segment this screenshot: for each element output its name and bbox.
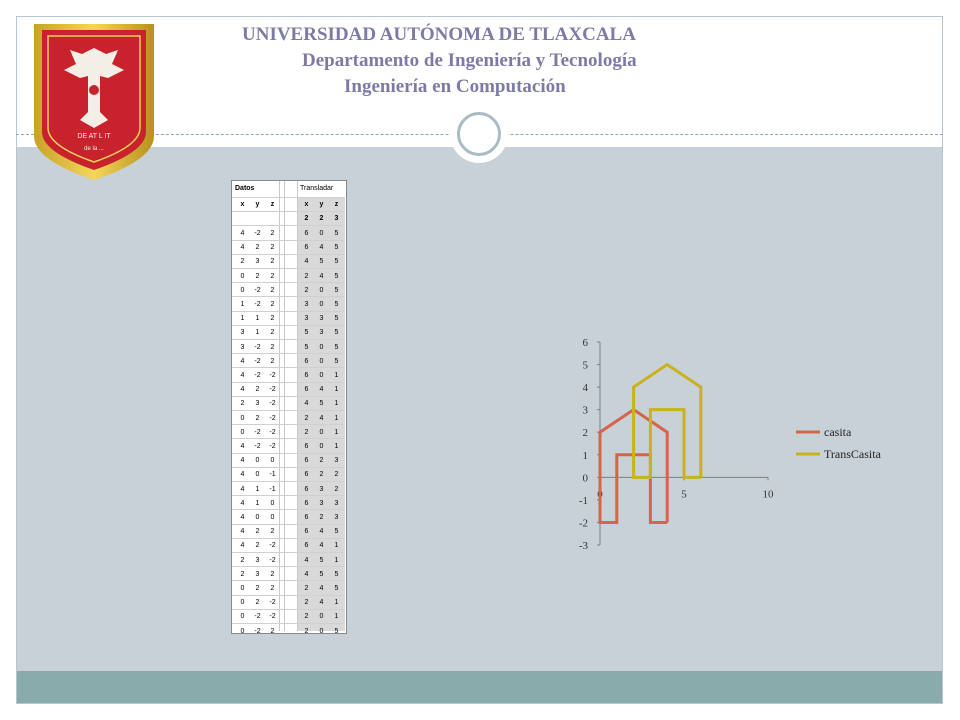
sheet-cell: 2 bbox=[255, 542, 260, 550]
sheet-cell: 4 bbox=[240, 244, 245, 252]
sheet-cell: 2 bbox=[240, 556, 245, 564]
sheet-cell: 2 bbox=[270, 230, 275, 237]
sheet-cell: 4 bbox=[319, 414, 324, 422]
svg-text:de la ...: de la ... bbox=[84, 146, 104, 152]
sheet-cell: 0 bbox=[240, 627, 245, 635]
sheet-cell: 4 bbox=[304, 258, 309, 266]
sheet-cell: 6 bbox=[304, 443, 309, 450]
sheet-cell: 1 bbox=[240, 301, 245, 308]
sheet-cell: 4 bbox=[319, 599, 324, 607]
sheet-cell: 1 bbox=[334, 613, 339, 621]
sheet-cell: -2 bbox=[269, 414, 276, 422]
legend-label: TransCasita bbox=[824, 447, 881, 461]
sheet-cell: 2 bbox=[240, 258, 245, 266]
sheet-cell: 2 bbox=[270, 627, 275, 635]
sheet-cell: 4 bbox=[240, 386, 245, 394]
sheet-cell: 6 bbox=[304, 471, 309, 479]
sheet-cell: 6 bbox=[304, 372, 309, 379]
sheet-cell: -2 bbox=[269, 556, 276, 564]
sheet-cell: 5 bbox=[334, 585, 339, 592]
sheet-cell: 2 bbox=[255, 585, 260, 592]
sheet-cell: 0 bbox=[255, 471, 260, 479]
sheet-header-cell: y bbox=[255, 201, 260, 208]
sheet-cell: 3 bbox=[334, 499, 339, 507]
sheet-cell: 2 bbox=[270, 528, 275, 536]
y-tick-label: -2 bbox=[578, 517, 588, 530]
sheet-cell: 5 bbox=[304, 329, 309, 337]
department-title: Departamento de Ingeniería y Tecnología bbox=[302, 50, 637, 71]
sheet-cell: 0 bbox=[319, 357, 324, 365]
sheet-cell: 6 bbox=[304, 499, 309, 507]
sheet-cell: 4 bbox=[319, 244, 324, 252]
sheet-cell: 0 bbox=[270, 499, 275, 507]
program-title: Ingeniería en Computación bbox=[344, 76, 566, 97]
sheet-cell: 2 bbox=[270, 258, 275, 266]
y-tick-label: 1 bbox=[582, 449, 588, 462]
sheet-cell: 2 bbox=[304, 428, 309, 436]
y-tick-label: -3 bbox=[578, 540, 588, 552]
sheet-cell: 2 bbox=[270, 585, 275, 592]
sheet-cell: 4 bbox=[240, 457, 245, 465]
sheet-cell: 4 bbox=[240, 528, 245, 536]
sheet-cell: 5 bbox=[334, 230, 339, 237]
sheet-cell: 0 bbox=[270, 514, 275, 521]
sheet-cell: 3 bbox=[255, 258, 260, 266]
sheet-cell: 1 bbox=[334, 542, 339, 550]
line-chart bbox=[560, 330, 920, 560]
university-title: UNIVERSIDAD AUTÓNOMA DE TLAXCALA bbox=[242, 24, 636, 45]
sheet-cell: 2 bbox=[270, 301, 275, 308]
sheet-cell: 2 bbox=[270, 357, 275, 365]
sheet-cell: 1 bbox=[255, 315, 260, 323]
sheet-cell: 2 bbox=[270, 272, 275, 280]
sheet-cell: 2 bbox=[334, 471, 339, 479]
sheet-cell: -2 bbox=[254, 343, 261, 351]
sheet-cell: -2 bbox=[254, 230, 261, 237]
footer-band bbox=[17, 671, 942, 703]
sheet-cell: 0 bbox=[319, 372, 324, 379]
sheet-cell: 2 bbox=[240, 400, 245, 408]
sheet-cell: 0 bbox=[255, 457, 260, 465]
sheet-cell: 0 bbox=[319, 301, 324, 308]
sheet-cell: -2 bbox=[254, 613, 261, 621]
sheet-cell: 5 bbox=[334, 315, 339, 323]
sheet-cell: -2 bbox=[254, 301, 261, 308]
sheet-cell: 3 bbox=[304, 315, 309, 323]
sheet-cell: 0 bbox=[240, 286, 245, 294]
sheet-cell: 3 bbox=[255, 556, 260, 564]
sheet-cell: 2 bbox=[255, 386, 260, 394]
sheet-cell: 5 bbox=[304, 343, 309, 351]
sheet-title-transladar: Transladar bbox=[300, 185, 334, 192]
decorative-ring-icon bbox=[450, 105, 508, 163]
sheet-cell: 2 bbox=[304, 599, 309, 607]
translation-cell: 3 bbox=[334, 215, 339, 222]
y-tick-label: -1 bbox=[578, 494, 588, 507]
sheet-cell: 2 bbox=[304, 613, 309, 621]
sheet-cell: 3 bbox=[255, 400, 260, 408]
sheet-cell: 1 bbox=[334, 556, 339, 564]
sheet-cell: 2 bbox=[270, 570, 275, 578]
sheet-cell: -2 bbox=[254, 627, 261, 635]
y-tick-label: 2 bbox=[582, 427, 588, 440]
sheet-cell: 2 bbox=[255, 528, 260, 536]
sheet-cell: 4 bbox=[304, 570, 309, 578]
sheet-cell: 3 bbox=[319, 485, 324, 493]
sheet-cell: -2 bbox=[254, 286, 261, 294]
sheet-cell: 5 bbox=[319, 258, 324, 266]
sheet-cell: 0 bbox=[319, 230, 324, 237]
sheet-cell: 3 bbox=[255, 570, 260, 578]
sheet-cell: 0 bbox=[240, 414, 245, 422]
sheet-cell: 5 bbox=[334, 343, 339, 351]
sheet-cell: 5 bbox=[334, 272, 339, 280]
university-logo bbox=[30, 20, 158, 182]
sheet-cell: 4 bbox=[240, 372, 245, 379]
sheet-cell: 6 bbox=[304, 357, 309, 365]
sheet-title-datos: Datos bbox=[235, 185, 255, 192]
sheet-cell: 5 bbox=[319, 570, 324, 578]
translation-cell: 2 bbox=[319, 215, 324, 222]
sheet-cell: 4 bbox=[240, 443, 245, 450]
svg-text:DE AT L IT: DE AT L IT bbox=[77, 133, 111, 140]
y-tick-label: 6 bbox=[582, 337, 588, 349]
sheet-cell: 1 bbox=[334, 414, 339, 422]
y-tick-label: 4 bbox=[582, 382, 588, 395]
sheet-cell: 2 bbox=[240, 570, 245, 578]
sheet-cell: 5 bbox=[334, 286, 339, 294]
sheet-cell: 3 bbox=[240, 343, 245, 351]
data-spreadsheet bbox=[231, 180, 347, 634]
sheet-cell: 1 bbox=[334, 400, 339, 408]
sheet-cell: -2 bbox=[269, 400, 276, 408]
sheet-cell: 1 bbox=[255, 329, 260, 337]
sheet-cell: -2 bbox=[254, 428, 261, 436]
sheet-cell: 1 bbox=[255, 485, 260, 493]
sheet-header-cell: x bbox=[240, 201, 245, 208]
sheet-cell: -1 bbox=[269, 485, 276, 493]
sheet-cell: 2 bbox=[334, 485, 339, 493]
sheet-cell: 3 bbox=[304, 301, 309, 308]
sheet-cell: 4 bbox=[319, 542, 324, 550]
sheet-cell: -2 bbox=[269, 443, 276, 450]
x-tick-label: 10 bbox=[762, 488, 774, 501]
x-tick-label: 5 bbox=[681, 488, 687, 501]
sheet-cell: -2 bbox=[254, 357, 261, 365]
sheet-gridline bbox=[297, 181, 298, 631]
sheet-cell: 6 bbox=[304, 514, 309, 521]
sheet-cell: 0 bbox=[240, 428, 245, 436]
sheet-cell: 1 bbox=[255, 499, 260, 507]
y-tick-label: 3 bbox=[582, 404, 588, 417]
sheet-cell: -2 bbox=[269, 613, 276, 621]
sheet-cell: -2 bbox=[269, 542, 276, 550]
sheet-cell: -2 bbox=[269, 428, 276, 436]
sheet-cell: 4 bbox=[240, 471, 245, 479]
sheet-cell: 6 bbox=[304, 542, 309, 550]
sheet-cell: 0 bbox=[319, 613, 324, 621]
legend-label: casita bbox=[824, 425, 852, 439]
sheet-cell: 0 bbox=[319, 428, 324, 436]
sheet-cell: 3 bbox=[319, 315, 324, 323]
sheet-cell: 4 bbox=[304, 556, 309, 564]
sheet-cell: 2 bbox=[270, 244, 275, 252]
sheet-cell: 0 bbox=[240, 585, 245, 592]
sheet-cell: 5 bbox=[334, 528, 339, 536]
sheet-cell: 3 bbox=[334, 457, 339, 465]
sheet-cell: 5 bbox=[334, 301, 339, 308]
sheet-cell: -2 bbox=[269, 372, 276, 379]
sheet-cell: 2 bbox=[270, 286, 275, 294]
sheet-cell: -2 bbox=[269, 386, 276, 394]
sheet-cell: 3 bbox=[334, 514, 339, 521]
sheet-cell: 2 bbox=[255, 414, 260, 422]
sheet-gridline bbox=[284, 181, 285, 631]
sheet-cell: 5 bbox=[334, 258, 339, 266]
sheet-cell: 4 bbox=[240, 542, 245, 550]
sheet-cell: 1 bbox=[334, 599, 339, 607]
sheet-cell: 4 bbox=[240, 499, 245, 507]
sheet-cell: 0 bbox=[319, 343, 324, 351]
sheet-cell: 0 bbox=[270, 457, 275, 465]
sheet-cell: 0 bbox=[255, 514, 260, 521]
sheet-cell: 0 bbox=[240, 599, 245, 607]
sheet-cell: 3 bbox=[319, 329, 324, 337]
sheet-cell: 2 bbox=[319, 514, 324, 521]
y-tick-label: 5 bbox=[582, 359, 588, 372]
sheet-cell: 2 bbox=[270, 329, 275, 337]
sheet-cell: 2 bbox=[255, 599, 260, 607]
sheet-cell: 3 bbox=[240, 329, 245, 337]
sheet-cell: 5 bbox=[334, 570, 339, 578]
translation-cell: 2 bbox=[304, 215, 309, 222]
sheet-cell: 2 bbox=[319, 457, 324, 465]
sheet-cell: 4 bbox=[304, 400, 309, 408]
sheet-cell: 2 bbox=[304, 286, 309, 294]
sheet-cell: 2 bbox=[255, 272, 260, 280]
sheet-header-cell: z bbox=[334, 201, 339, 208]
sheet-cell: 2 bbox=[270, 315, 275, 323]
sheet-cell: -2 bbox=[254, 443, 261, 450]
sheet-cell: 4 bbox=[240, 485, 245, 493]
sheet-cell: 5 bbox=[319, 556, 324, 564]
sheet-cell: 6 bbox=[304, 386, 309, 394]
sheet-header-cell: x bbox=[304, 201, 309, 208]
sheet-cell: 4 bbox=[319, 585, 324, 592]
sheet-cell: 3 bbox=[319, 499, 324, 507]
sheet-cell: 4 bbox=[240, 514, 245, 521]
sheet-cell: 0 bbox=[319, 627, 324, 635]
sheet-cell: 2 bbox=[304, 627, 309, 635]
sheet-cell: -2 bbox=[254, 372, 261, 379]
sheet-cell: 2 bbox=[304, 414, 309, 422]
sheet-cell: 0 bbox=[240, 272, 245, 280]
sheet-cell: 5 bbox=[334, 627, 339, 635]
sheet-header-cell: y bbox=[319, 201, 324, 208]
sheet-cell: 2 bbox=[255, 244, 260, 252]
sheet-cell: 0 bbox=[319, 286, 324, 294]
sheet-cell: 4 bbox=[240, 230, 245, 237]
sheet-cell: 5 bbox=[334, 244, 339, 252]
sheet-cell: 6 bbox=[304, 457, 309, 465]
x-tick-label: 0 bbox=[597, 488, 603, 501]
sheet-cell: 1 bbox=[334, 443, 339, 450]
sheet-cell: 5 bbox=[319, 400, 324, 408]
sheet-cell: 1 bbox=[334, 428, 339, 436]
sheet-cell: 5 bbox=[334, 329, 339, 337]
sheet-cell: -2 bbox=[269, 599, 276, 607]
sheet-header-cell: z bbox=[270, 201, 275, 208]
sheet-cell: 2 bbox=[304, 272, 309, 280]
sheet-cell: 6 bbox=[304, 528, 309, 536]
y-tick-label: 0 bbox=[582, 472, 588, 485]
sheet-cell: 2 bbox=[319, 471, 324, 479]
sheet-cell: 2 bbox=[270, 343, 275, 351]
sheet-cell: 4 bbox=[240, 357, 245, 365]
sheet-cell: 6 bbox=[304, 485, 309, 493]
sheet-cell: 0 bbox=[319, 443, 324, 450]
sheet-cell: 1 bbox=[240, 315, 245, 323]
sheet-cell: 2 bbox=[304, 585, 309, 592]
sheet-cell: -1 bbox=[269, 471, 276, 479]
sheet-cell: 4 bbox=[319, 528, 324, 536]
sheet-cell: 4 bbox=[319, 386, 324, 394]
sheet-cell: 5 bbox=[334, 357, 339, 365]
sheet-cell: 4 bbox=[319, 272, 324, 280]
sheet-cell: 6 bbox=[304, 244, 309, 252]
sheet-cell: 6 bbox=[304, 230, 309, 237]
sheet-cell: 1 bbox=[334, 372, 339, 379]
sheet-cell: 1 bbox=[334, 386, 339, 394]
sheet-cell: 0 bbox=[240, 613, 245, 621]
